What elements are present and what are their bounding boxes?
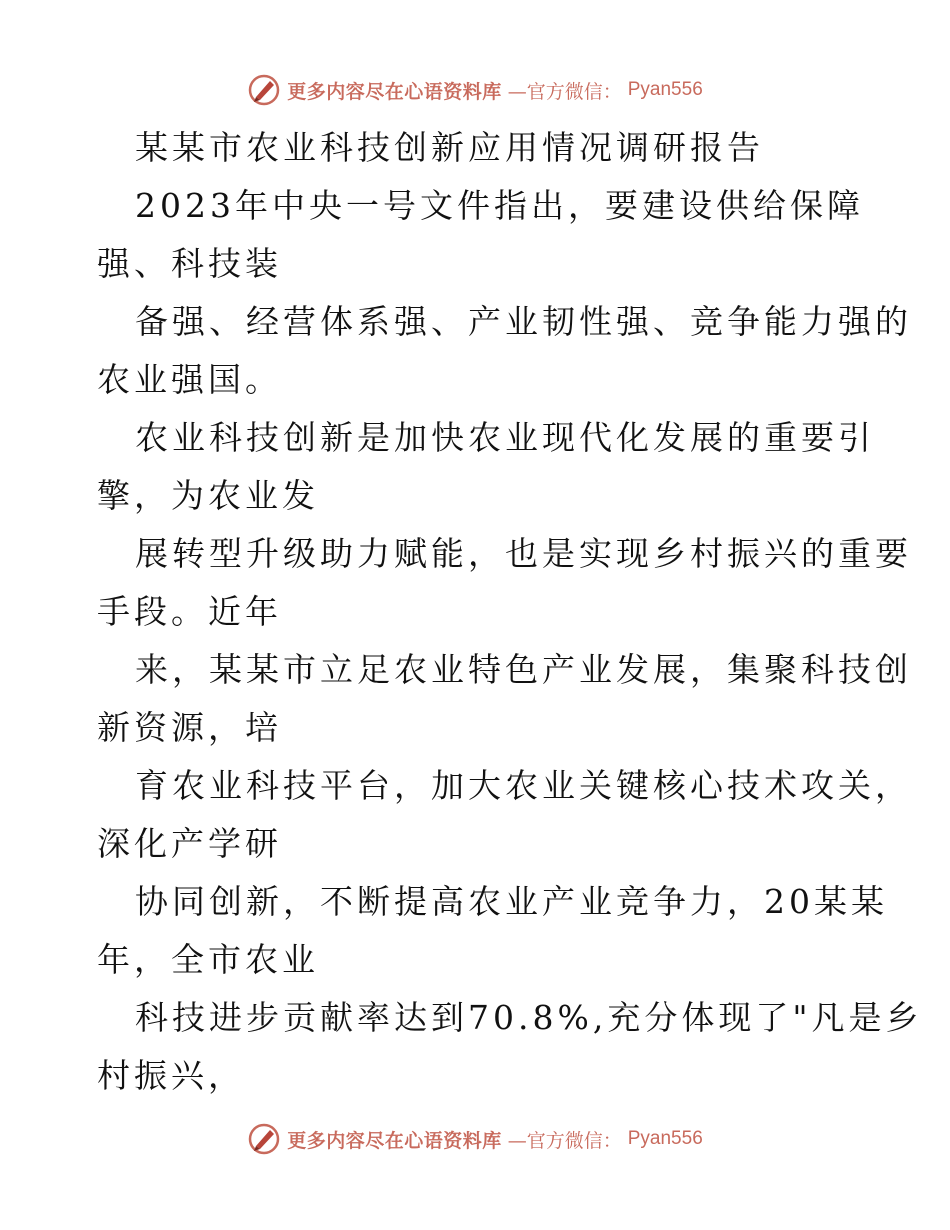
pen-logo-icon [247,73,281,107]
text-line: 展转型升级助力赋能，也是实现乡村振兴的重要 [135,534,912,573]
text-line: 协同创新，不断提高农业产业竞争力，20某某 [135,882,888,921]
watermark-separator: —官方微信： [507,80,622,103]
text-line: 农业科技创新是加快农业现代化发展的重要引 [135,418,875,457]
watermark-main-text: 更多内容尽在心语资料库 [287,1129,502,1152]
text-line: 科技进步贡献率达到70.8%,充分体现了"凡是乡 [135,998,923,1037]
text-line: 村振兴， [97,1056,245,1095]
text-line: 擎，为农业发 [97,476,319,515]
document-title: 某某市农业科技创新应用情况调研报告 [135,128,764,167]
watermark-account: Pyan556 [627,79,703,100]
watermark-account: Pyan556 [627,1128,703,1149]
text-line: 备强、经营体系强、产业韧性强、竞争能力强的 [135,302,912,341]
text-line: 强、科技装 [97,244,282,283]
text-line: 农业强国。 [97,360,282,399]
text-line: 年，全市农业 [97,940,319,979]
text-line: 深化产学研 [97,824,282,863]
pen-logo-icon [247,1122,281,1156]
header-watermark [0,72,950,108]
footer-watermark [0,1121,950,1157]
watermark-separator: —官方微信： [507,1129,622,1152]
text-line: 育农业科技平台，加大农业关键核心技术攻关， [135,766,912,805]
watermark-main-text: 更多内容尽在心语资料库 [287,80,502,103]
text-line: 来，某某市立足农业特色产业发展，集聚科技创 [135,650,912,689]
text-line: 2023年中央一号文件指出，要建设供给保障 [135,186,864,225]
text-line: 新资源，培 [97,708,282,747]
text-line: 手段。近年 [97,592,282,631]
